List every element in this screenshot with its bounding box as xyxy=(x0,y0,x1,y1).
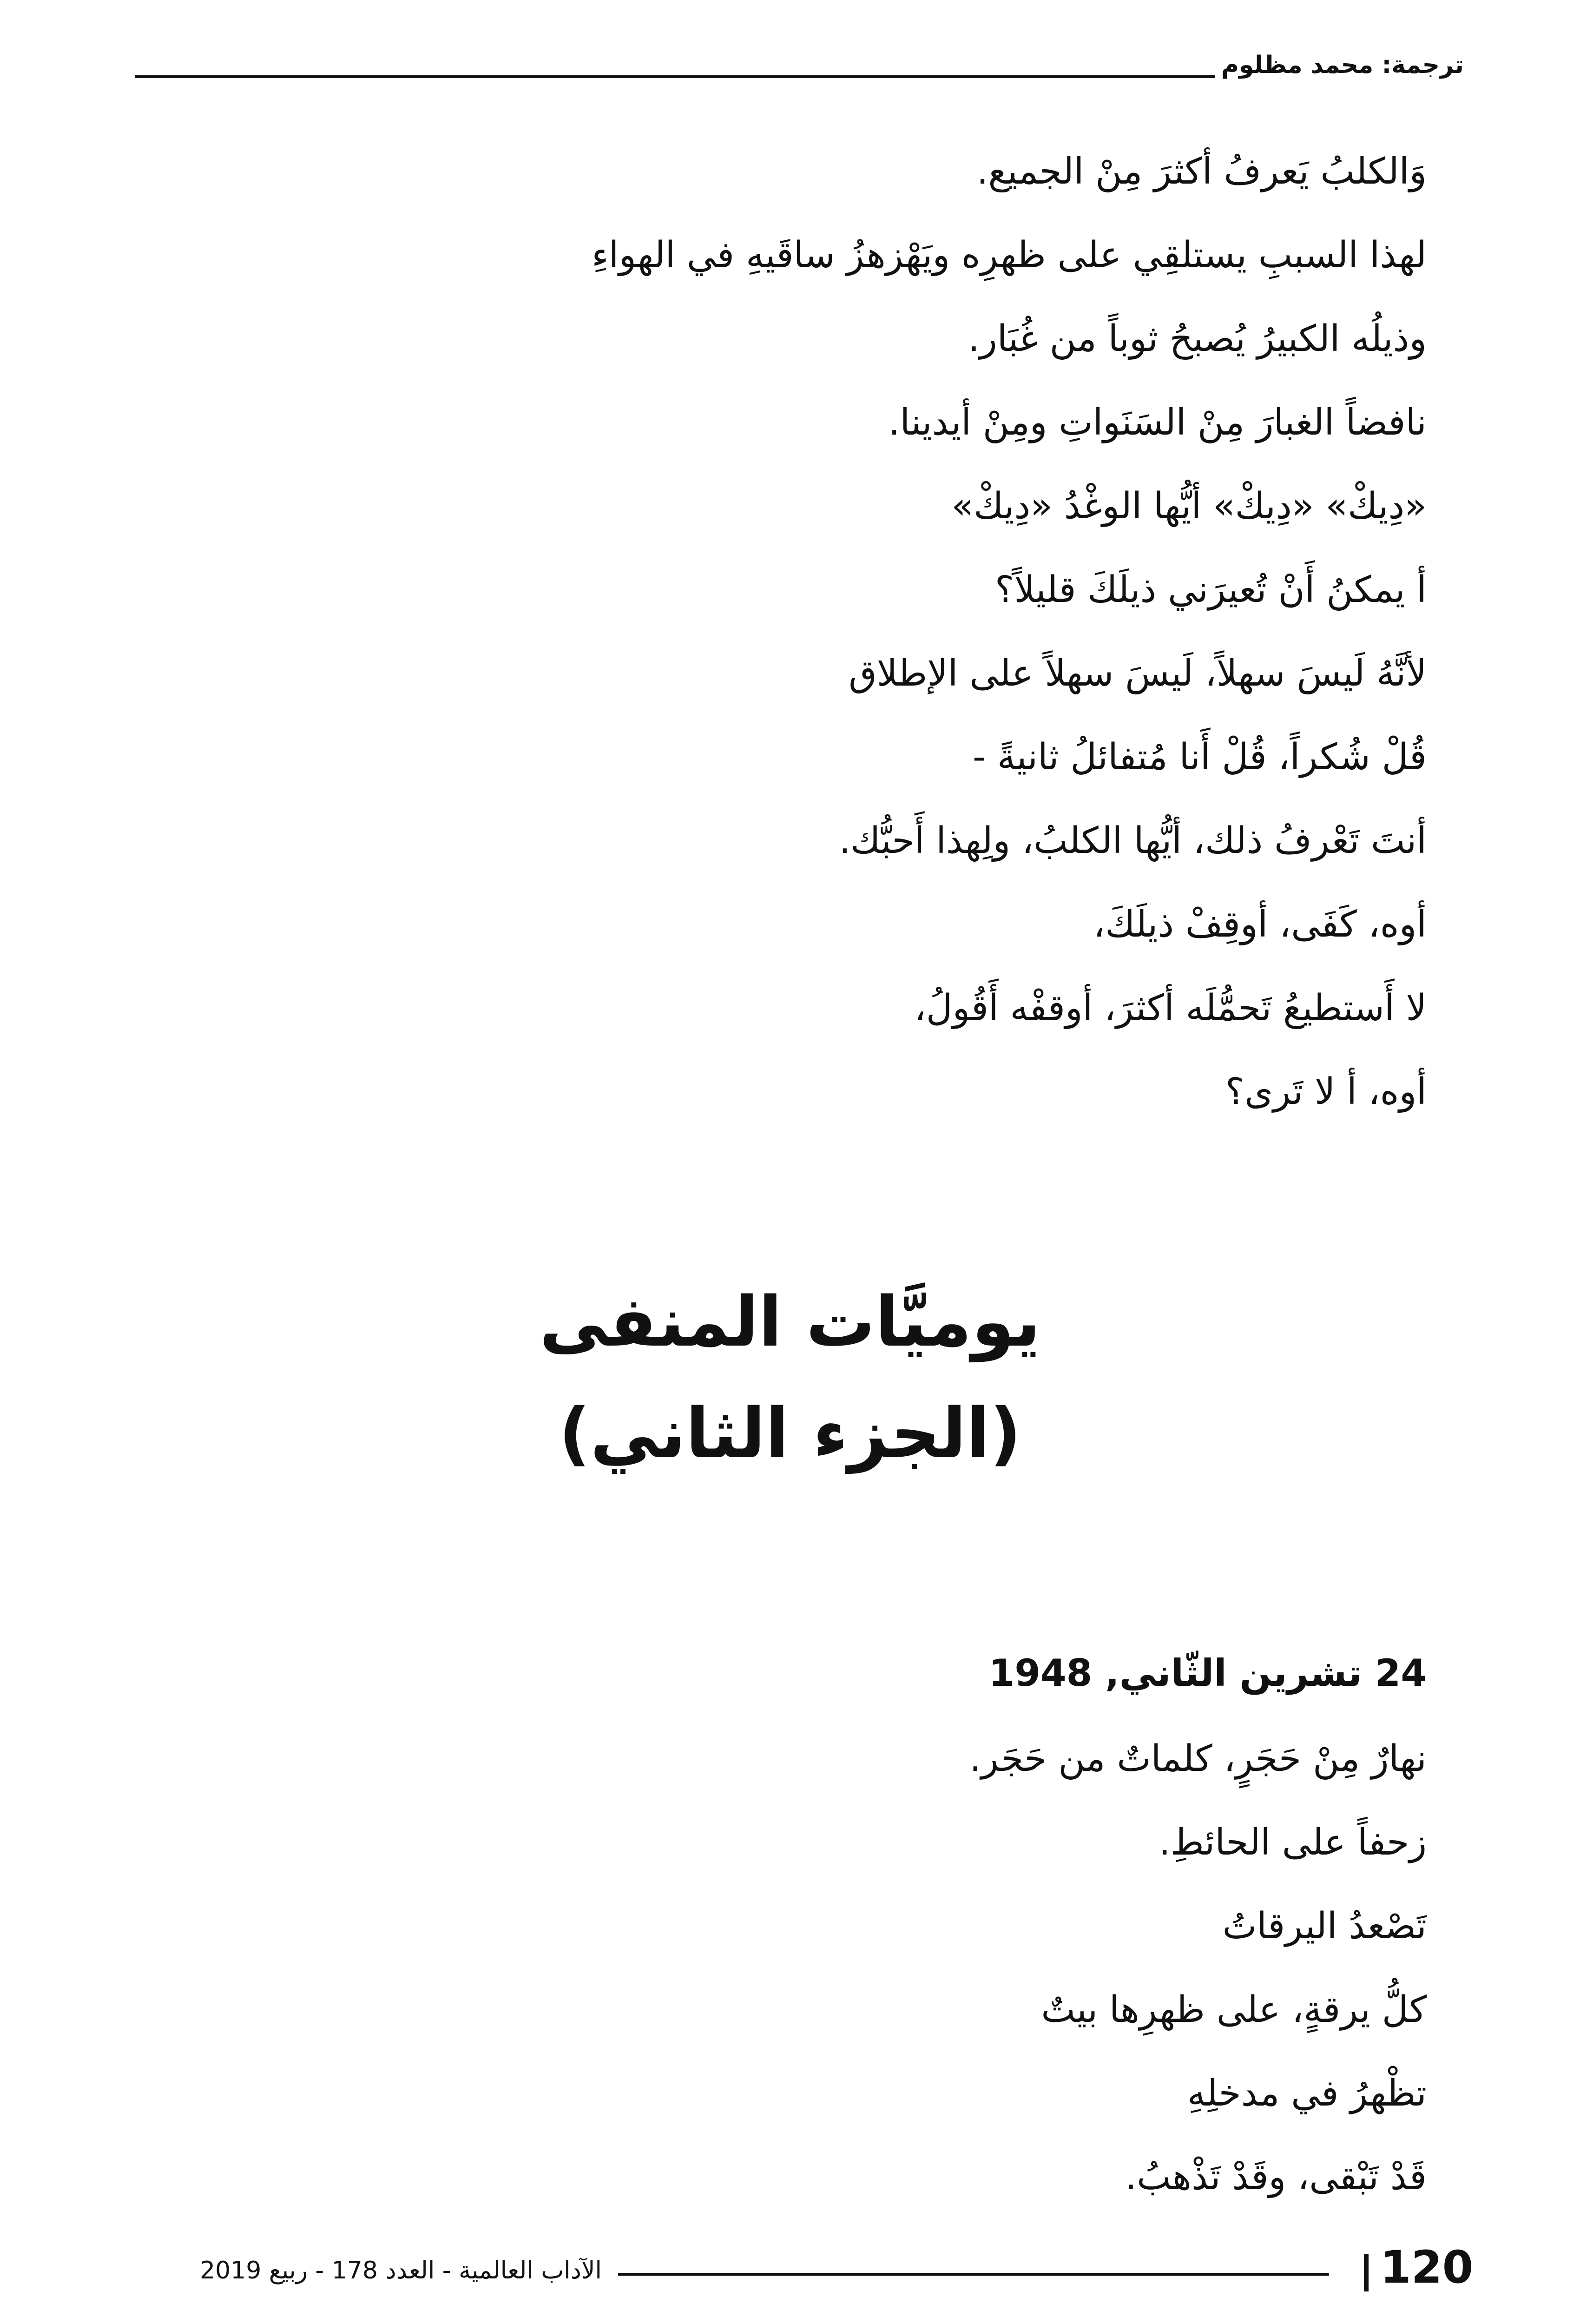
poem-line: تظْهرُ في مدخلِهِ xyxy=(1187,2073,1427,2114)
header-rule xyxy=(135,75,1215,78)
poem-line: وَالكلبُ يَعرفُ أكثرَ مِنْ الجميع. xyxy=(976,151,1427,192)
poem-line: تَصْعدُ اليرقاتُ xyxy=(1222,1905,1427,1947)
footer-divider xyxy=(1364,2254,1369,2291)
poem-line: لا أَستطيعُ تَحمُّلَه أكثرَ، أوقفْه أَقُولُ، xyxy=(914,987,1427,1029)
poem-line: كلُّ يرقةٍ، على ظهرِها بيتٌ xyxy=(1041,1989,1427,2031)
poem-line: أوه، كَفَى، أوقِفْ ذيلَكَ، xyxy=(1093,904,1427,945)
poem-line: «دِيكْ» «دِيكْ» أيُّها الوغْدُ «دِيكْ» xyxy=(951,485,1427,527)
poem-line: زحفاً على الحائطِ. xyxy=(1159,1822,1427,1863)
poem-line: وذيلُه الكبيرُ يُصبحُ ثوباً من غُبَار. xyxy=(968,318,1427,360)
poem-line: قُلْ شُكراً، قُلْ أَنا مُتفائلُ ثانيةً - xyxy=(973,736,1427,778)
section-title-line-2: (الجزء الثاني) xyxy=(559,1393,1021,1473)
footer-rule xyxy=(618,2273,1329,2276)
poem-line: لهذا السببِ يستلقِي على ظهرِه ويَهْزهزُ ساقَيهِ في الهواءِ xyxy=(592,234,1427,276)
poem-line: أنتَ تَعْرفُ ذلك، أيُّها الكلبُ، ولِهذا أَحبُّك. xyxy=(839,820,1427,862)
poem-line: قَدْ تَبْقى، وقَدْ تَذْهبُ. xyxy=(1125,2156,1427,2198)
poem-line: أ يمكنُ أَنْ تُعيرَني ذيلَكَ قليلاً؟ xyxy=(994,569,1427,611)
poem-line: نهارٌ مِنْ حَجَرٍ، كلماتٌ من حَجَر. xyxy=(969,1738,1427,1780)
section-title-line-1: يوميَّات المنفى xyxy=(539,1282,1041,1362)
poem-line: نافضاً الغبارَ مِنْ السَنَواتِ ومِنْ أيدينا. xyxy=(888,402,1427,443)
page-number: 120 xyxy=(1380,2241,1474,2293)
poem-line: لأنَّهُ لَيسَ سهلاً، لَيسَ سهلاً على الإطلاق xyxy=(849,653,1427,694)
journal-issue: الآداب العالمية - العدد 178 - ربيع 2019 xyxy=(200,2257,602,2284)
entry-date: 24 تشرين الثّاني, 1948 xyxy=(988,1651,1427,1695)
translator-credit: ترجمة: محمد مظلوم xyxy=(1221,51,1464,79)
poem-line: أوه، أ لا تَرى؟ xyxy=(1225,1071,1427,1113)
